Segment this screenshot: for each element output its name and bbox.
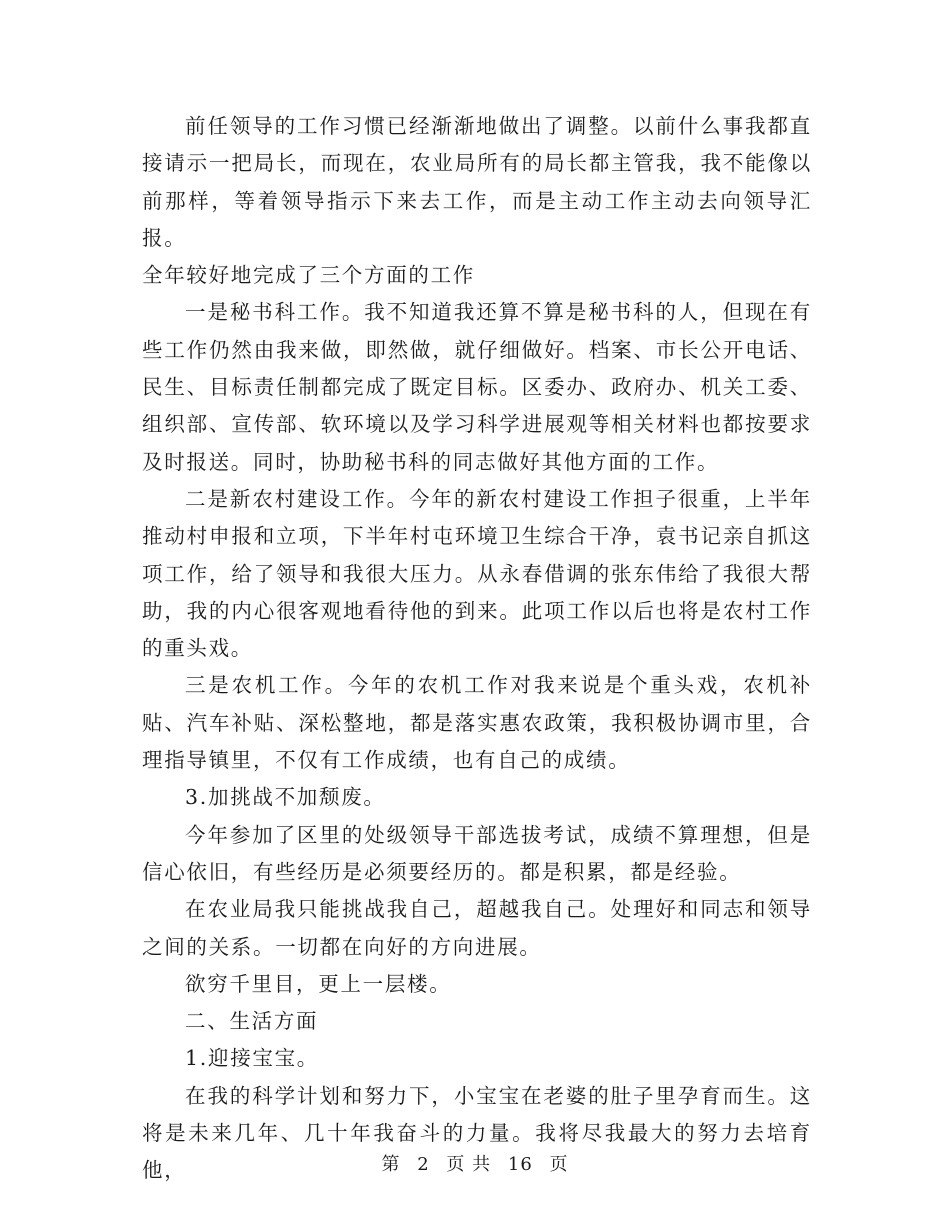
section-heading: 二、生活方面 — [185, 1009, 319, 1034]
paragraph: 二是新农村建设工作。今年的新农村建设工作担子很重，上半年推动村申报和立项，下半年村屯环境卫生综合干净，袁书记亲自抓这项工作，给了领导和我很大压力。从永春借调的张东伟给了我很大帮助，我的内心很客观地看待他的到来。此项工作以后也将是农村工作的重头戏。 — [142, 486, 812, 661]
paragraph: 全年较好地完成了三个方面的工作 — [142, 263, 475, 288]
paragraph: 三是农机工作。今年的农机工作对我来说是个重头戏，农机补贴、汽车补贴、深松整地，都是落实惠农政策，我积极协调市里，合理指导镇里，不仅有工作成绩，也有自己的成绩。 — [142, 673, 812, 773]
paragraph: 今年参加了区里的处级领导干部选拔考试，成绩不算理想，但是信心依旧，有些经历是必须要经历的。都是积累，都是经验。 — [142, 822, 812, 884]
paragraph: 欲穷千里目，更上一层楼。 — [185, 971, 452, 996]
footer-suffix: 页 — [549, 1154, 569, 1175]
footer-page-number: 2 — [417, 1154, 430, 1175]
paragraph: 前任领导的工作习惯已经渐渐地做出了调整。以前什么事我都直接请示一把局长，而现在，农业局所有的局长都主管我，我不能像以前那样，等着领导指示下来去工作，而是主动工作主动去向领导汇报。 — [142, 114, 812, 250]
paragraph: 在我的科学计划和努力下，小宝宝在老婆的肚子里孕育而生。这将是未来几年、几十年我奋斗的力量。我将尽我最大的努力去培育他， — [142, 1083, 812, 1183]
paragraph: 在农业局我只能挑战我自己，超越我自己。处理好和同志和领导之间的关系。一切都在向好的方向进展。 — [142, 897, 812, 959]
footer-total-pages: 16 — [507, 1154, 533, 1175]
section-heading: 1.迎接宝宝。 — [185, 1046, 320, 1071]
footer-middle: 页 共 — [446, 1154, 492, 1175]
page-footer — [0, 1150, 950, 1176]
document-body — [142, 108, 812, 1190]
section-heading: 3.加挑战不加颓废。 — [185, 785, 386, 810]
paragraph: 一是秘书科工作。我不知道我还算不算是秘书科的人，但现在有些工作仍然由我来做，即然做，就仔细做好。档案、市长公开电话、民生、目标责任制都完成了既定目标。区委办、政府办、机关工委、组织部、宣传部、软环境以及学习科学进展观等相关材料也都按要求及时报送。同时，协助秘书科的同志做好其他方面的工作。 — [142, 300, 812, 474]
footer-prefix: 第 — [381, 1154, 401, 1175]
